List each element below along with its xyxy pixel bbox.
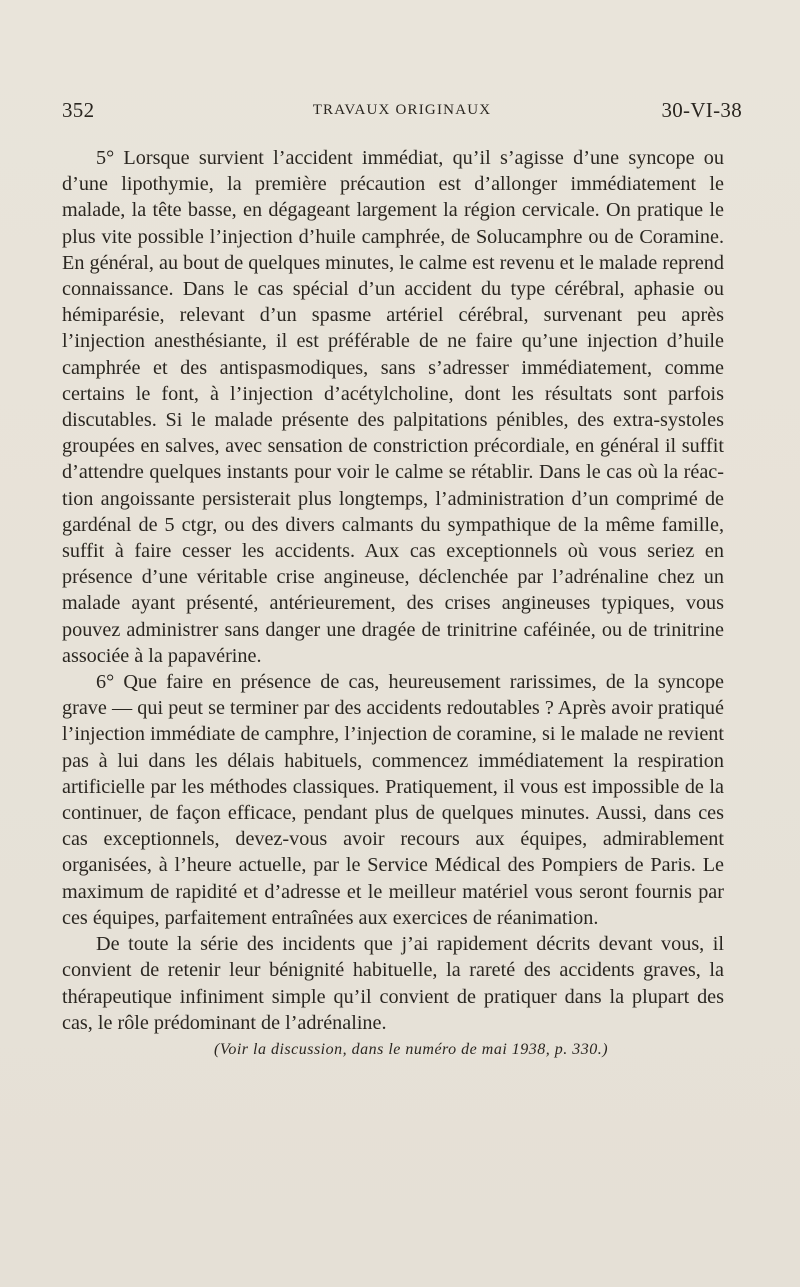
discussion-reference: (Voir la discussion, dans le numéro de mai 1938, p. 330.) [214,1040,609,1058]
section-title: TRAVAUX ORIGINAUX [312,102,492,118]
paragraph-immediate-accident: 5° Lorsque survient l’accident immédiat, qu’il s’agisse d’une syncope ou d’une lipothymie, la première précaution est d’allonger immédiatement le malade, la tête basse, en dégageant largement la région cervicale. On pratique le plus vite possible l’injection d’huile camphrée, de Solucamphre ou de Coramine. En général, au bout de quelques minutes, le calme est revenu et le malade reprend connaissance. Dans le cas spécial d’un accident du type cérébral, aphasie ou hémiparésie, relevant d’un spasme artériel cérébral, survenant peu après l’injection anesthésiante, il est préférable de ne faire qu’une injection d’huile camphrée et des antispasmodiques, sans s’adresser immédiatement, comme certains le font, à l’injection d’acétylcholine, dont les résultats sont parfois discutables. Si le malade présente des palpitations pénibles, des extra-systoles groupées en salves, avec sensation de constriction précordiale, en général il suffit d’attendre quelques instants pour voir le calme se rétablir. Dans le cas où la réaction angoissante persisterait plus longtemps, l’administration d’un comprimé de gardénal de 5 ctgr, ou des divers calmants du sympathique de la même famille, suffit à faire cesser les accidents. Aux cas exceptionnels où vous seriez en présence d’une véritable crise angineuse, déclenchée par l’adrénaline chez un malade ayant présenté, antérieurement, des crises angineuses typiques, vous pouvez administrer sans danger une dragée de trinitrine caféinée, ou de trinitrine associée à la papavérine. [62,147,724,667]
article-body [62,145,724,1062]
paragraph-severe-syncope: 6° Que faire en présence de cas, heureusement rarissimes, de la syncope grave — qui peut se terminer par des accidents redoutables ? Après avoir pratiqué l’injection immédiate de camphre, l’injection de coramine, si le malade ne revient pas à lui dans les délais habituels, commencez immédiatement la respiration artificielle par les méthodes classiques. Pratiquement, il vous est impossible de la continuer, de façon efficace, pendant plus de quelques minutes. Aussi, dans ces cas exceptionnels, devez-vous avoir recours aux équipes, admirablement organisées, à l’heure actuelle, par le Service Médical des Pompiers de Paris. Le maximum de rapidité et d’adresse et le meilleur matériel vous seront fournis par ces équipes, parfaitement entraînées aux exercices de réanimation. [62,671,724,929]
issue-date: 30-VI-38 [661,98,742,122]
paragraph-conclusion: De toute la série des incidents que j’ai rapidement décrits devant vous, il convient de retenir leur bénignité habituelle, la rareté des accidents graves, la thérapeutique infiniment simple qu’il convient de pratiquer dans la plupart des cas, le rôle prédominant de l’adrénaline. [62,933,724,1034]
running-head [62,98,742,126]
page-number: 352 [62,98,95,122]
